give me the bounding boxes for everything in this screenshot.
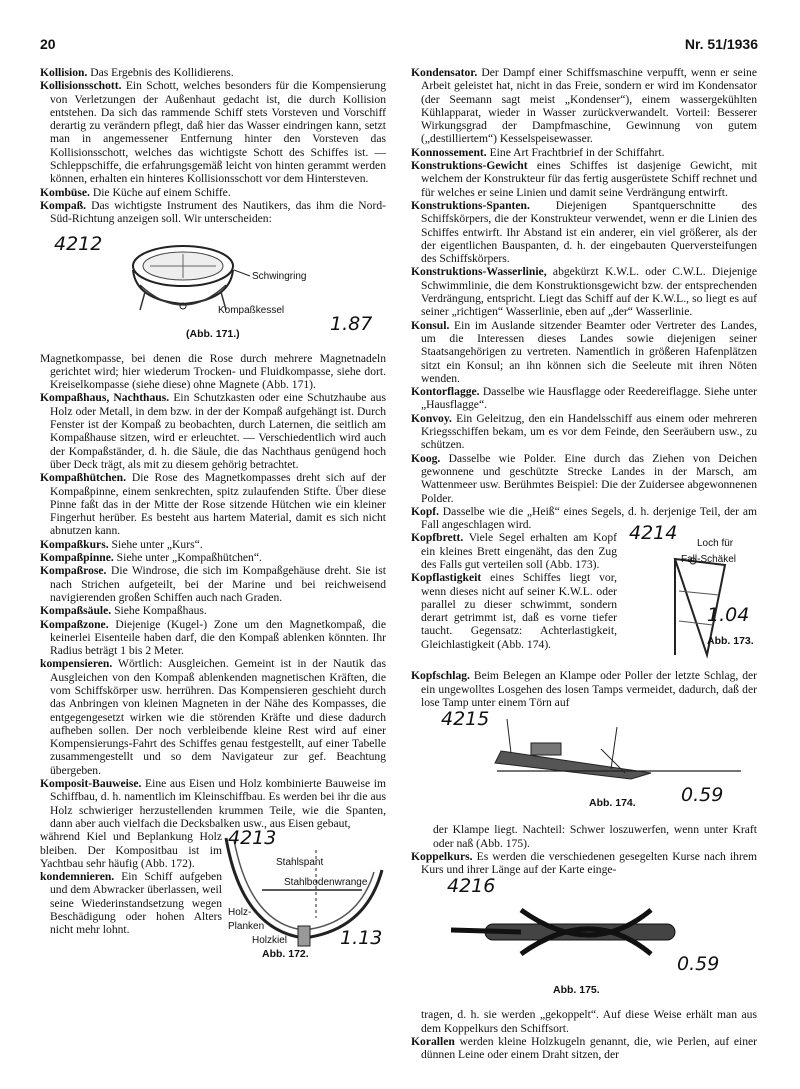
entry-kopfbrett: Kopfbrett. Viele Segel erhalten am Kopf ein kleines Brett eingenäht, das den Zug des Falls gut verteilen soll (Abb. 173). [411, 531, 617, 571]
figure-172-caption: Abb. 172. [262, 948, 309, 961]
entry-konstruktionsgewicht: Konstruktions-Gewicht eines Schiffes ist dasjenige Gewicht, mit welchem der Konstrukteur für das fertig ausgerüstete Schiff rechnet und für welches er seine Linien und damit seine Verdrängung entwirft. [411, 159, 757, 199]
entry-kompass: Kompaß. Das wichtigste Instrument des Nautikers, das ihm die Nord-Süd-Richtung anzeigen soll. Wir unterscheiden: [40, 198, 386, 226]
entry-konsul: Konsul. Ein im Auslande sitzender Beamter oder Vertreter des Landes, um die Interessen dieses Landes sowie diejenigen seiner Staatsangehörigen zu vertreten. Namentlich in größeren Hafenplätzen sitzt ein Konsul; an ihn können sich die Seeleute mit ihren Nöten wenden. [411, 318, 757, 385]
entry-kompasskurs: Kompaßkurs. Siehe unter „Kurs“. [40, 537, 203, 551]
right-column [411, 66, 757, 1062]
figure-175-handnumber: 4216 [447, 875, 496, 898]
figure-174-caption: Abb. 174. [589, 797, 636, 810]
label-holzplanken: Holz-Planken [228, 907, 265, 932]
figure-171-caption: (Abb. 171.) [186, 327, 240, 340]
figure-175-handnote: 0.59 [677, 953, 720, 976]
entry-kontorflagge: Kontorflagge. Dasselbe wie Hausflagge oder Reedereiflagge. Siehe unter „Hausflagge“. [411, 385, 757, 412]
entry-konnossement: Konnossement. Eine Art Frachtbrief in der Schiffahrt. [411, 145, 665, 159]
entry-kollisionsschott: Kollisionsschott. Ein Schott, welches besonders für die Kompensierung von Verletzungen der Außenhaut gedacht ist, die durch Kollision entstehen. Da sich das rammende Schiff stets Vorsteven und Vorschiff derartig zu verändern pflegt, daß hier das Wasser eindringen kann, setzt man in angemessener Entfernung hinter den Vorsteven das Kollisionsschott, welches das wichtigste Schott des Schiffes ist. — Schleppschiffe, die erfahrungsgemäß leicht von hinten gerammt werden können, erhalten ein hinteres Kollisionsschott vor dem Hintersteven. [40, 79, 386, 186]
entry-kompensieren: kompensieren. Wörtlich: Ausgleichen. Gemeint ist in der Nautik das Ausgleichen von den Kompaß ablenkenden magnetischen Kräften, die vom Schiffskörper usw. herrühren. Das Kompensieren geschieht durch das Anbringen von kleinen Magneten in der Nähe des Kompasses, die entgegengesetzt wirken wie die störenden Kräfte und diese dadurch aufheben sollen. Der noch verbleibende kleine Rest wird auf einer Kompensierungs-Fahrt des Schiffes genau festgestellt, auf einer Tabelle zusammengestellt und so dem Navigateur zur gef. Beachtung übergeben. [40, 657, 386, 777]
entry-kompasszone: Kompaßzone. Diejenige (Kugel-) Zone um den Magnetkompaß, die keinerlei Eisenteile haben darf, die den Kompaß ablenken könnten. Ihr Radius beträgt 1 bis 2 Meter. [40, 617, 386, 658]
entry-komposit: Komposit-Bauweise. Eine aus Eisen und Holz kombinierte Bauweise im Schiffbau, d. h. namentlich im Kleinschiffbau. Es werden bei ihr die aus Holz schwieriger herzustellenden krummen Teile, wie die Spanten, dann aber auch vielfach die Decksbalken usw., aus Eisen gebaut, [40, 777, 386, 830]
entry-konvoy: Konvoy. Ein Geleitzug, den ein Handelsschiff aus einem oder mehreren Kriegsschiffen bekam, um es vor dem Feinde, den Seeräubern usw., zu schützen. [411, 411, 757, 452]
entry-korallen: Korallen werden kleine Holzkugeln genannt, die, wie Perlen, auf einer dünnen Leine oder einem Draht sitzen, der [411, 1035, 757, 1062]
entry-kwl: Konstruktions-Wasserlinie, abgekürzt K.W.L. oder C.W.L. Diejenige Schwimmlinie, die dem Konstruktionsgewicht bzw. der entsprechenden Verdrängung, entspricht. Liegt das Schiff auf der K.W.L., so liegt es auf seiner „richtigen“ Wasserlinie, eben auf „der“ Wasserlinie. [411, 265, 757, 319]
label-stahlbodenwrange: Stahlbodenwrange [284, 877, 368, 889]
figure-172 [222, 827, 386, 962]
entry-kombuese: Kombüse. Die Küche auf einem Schiffe. [40, 185, 231, 199]
label-holzkiel: Holzkiel [252, 935, 288, 947]
figure-173-handnumber: 4214 [629, 522, 678, 545]
entry-kopf: Kopf. Dasselbe wie die „Heiß“ eines Segels, d. h. derjenige Teil, der am Fall angeschlagen wird. [411, 504, 757, 532]
figure-173-caption: Abb. 173. [707, 635, 754, 648]
label-schwingring: Schwingring [252, 270, 307, 282]
entry-koppelkurs: Koppelkurs. Es werden die verschiedenen gesegelten Kurse nach ihrem Kurs und ihrer Länge auf der Karte einge- [411, 849, 757, 877]
entry-koog: Koog. Dasselbe wie Polder. Eine durch das Ziehen von Deichen gewonnene und geschützte Strecke Landes in der Marsch, am Wattenmeer usw. Berühmtes Beispiel: Die der Zuidersee abgewonnenen Polder. [411, 451, 757, 505]
figure-174 [411, 708, 757, 819]
entry-kondemnieren: kondemnieren. Ein Schiff aufgeben und dem Abwracker überlassen, weil seine Wiederinstandsetzung wegen Beschädigung oder hohen Alters nicht mehr lohnt. [40, 870, 222, 937]
figure-172-handnumber: 4213 [228, 827, 277, 850]
figure-174-handnumber: 4215 [441, 708, 490, 731]
issue-number: Nr. 51/1936 [684, 36, 758, 52]
entry-kompasspinne: Kompaßpinne. Siehe unter „Kompaßhütchen“. [40, 551, 262, 565]
entry-kopfschlag-cont: der Klampe liegt. Nachteil: Schwer loszuwerfen, wenn unter Kraft oder naß (Abb. 175). [433, 823, 757, 850]
figure-171-handnote: 1.87 [330, 312, 373, 335]
entry-kondensator: Kondensator. Der Dampf einer Schiffsmaschine verpufft, wenn er seine Arbeit geleistet hat, nicht in das Freie, sondern er wird im Kondensator (der Seemann sagt meist „Kondenser“), einem wassergekühlten Kühlapparat, wieder in Wasser zurückverwandelt. Vorteil: Besserer Wirkungsgrad der Dampfmaschine, Gewinnung von gutem („destilliertem“) Kesselspeisewasser. [411, 66, 757, 146]
left-column [40, 66, 386, 962]
entry-kompasssaeule: Kompaßsäule. Siehe Kompaßhaus. [40, 604, 207, 618]
entry-koppelkurs-cont: tragen, d. h. sie werden „gekoppelt“. Auf diese Weise erhält man aus dem Koppelkurs den Schiffsort. [421, 1008, 757, 1035]
label-loch: Loch für [697, 538, 734, 550]
entry-kopfschlag: Kopfschlag. Beim Belegen an Klampe oder Poller der letzte Schlag, der ein ungewolltes Losgehen des losen Tamps vermeidet, dadurch, daß der lose Tamp unter einem Törn auf [411, 669, 757, 709]
entry-konstruktionsspanten: Konstruktions-Spanten. Diejenigen Spantquerschnitte des Schiffskörpers, die der Konstrukteur verwendet, wenn er die Linien des Schiffes entwirft. Ihr Abstand ist ein anderer, ein viel größerer, als der der eigentlichen Bauspanten, d. h. der eingebauten Querversteifungen des Schiffskörpers. [411, 198, 757, 266]
figure-171-handnumber: 4212 [54, 232, 103, 255]
figure-174-handnote: 0.59 [681, 784, 724, 807]
page-number: 20 [40, 36, 56, 52]
entry-kompasshuetchen: Kompaßhütchen. Die Rose des Magnetkompasses dreht sich auf der Kompaßpinne, einem senkrechten, spitz zulaufenden Stifte. Über diese Pinne faßt das in der Mitte der Rose sitzende Hütchen wie ein kleiner Fingerhut herüber. Es besteht aus hartem Material, damit es sich nicht abnutzen kann. [40, 471, 386, 538]
label-stahlspant: Stahlspant [276, 857, 324, 869]
entry-komposit-cont: während Kiel und Beplankung Holz bleiben. Der Kompositbau ist im Yachtbau sehr häufig (Abb. 172). [40, 830, 222, 870]
entry-magnetkompasse: Magnetkompasse, bei denen die Rose durch mehrere Magnetnadeln gerichtet wird; hier wiederum Trocken- und Fluidkompasse, siehe dort. Kreiselkompasse (siehe diese) ohne Magnete (Abb. 171). [40, 351, 386, 392]
figure-171 [40, 230, 386, 348]
figure-173-handnote: 1.04 [707, 604, 750, 627]
figure-175 [411, 875, 757, 1004]
entry-kompassrose: Kompaßrose. Die Windrose, die sich im Kompaßgehäuse dreht. Sie ist nach Strichen aufgeteilt, bei der Marine und bei reichweisend navigierenden großen Schiffen auch nach Graden. [40, 564, 386, 604]
figure-172-handnote: 1.13 [340, 927, 383, 950]
label-fallschaekel: Fall-Schäkel [681, 554, 737, 566]
entry-kollision: Kollision. Das Ergebnis des Kollidierens. [40, 66, 234, 79]
figure-173 [617, 522, 757, 669]
entry-kopflastigkeit: Kopflastigkeit eines Schiffes liegt vor, wenn dieses nicht auf seiner K.W.L. oder parallel zu dieser schwimmt, sondern derart getrimmt ist, daß es vorne tiefer taucht. Gegensatz: Achterlastigkeit, Gleichlastigkeit (Abb. 174). [411, 571, 617, 651]
label-kompasskessel: Kompaßkessel [218, 304, 285, 316]
figure-175-caption: Abb. 175. [553, 984, 600, 997]
sail-headboard-illustration [617, 531, 757, 669]
entry-kompasshaus: Kompaßhaus, Nachthaus. Ein Schutzkasten oder eine Schutzhaube aus Holz oder Metall, in dem bzw. in der der Kompaß aufgehängt ist. Durch Fenster ist der Kompaß zu beobachten, durch Laternen, die seitlich am Kompaßhause sitzen, wird er erleuchtet. — Verschiedentlich wird auch der Kompaßständer, d. h. die Säule, die das Nachthaus genügend hoch über Deck trägt, als mit zu diesem gehörig betrachtet. [40, 391, 386, 471]
